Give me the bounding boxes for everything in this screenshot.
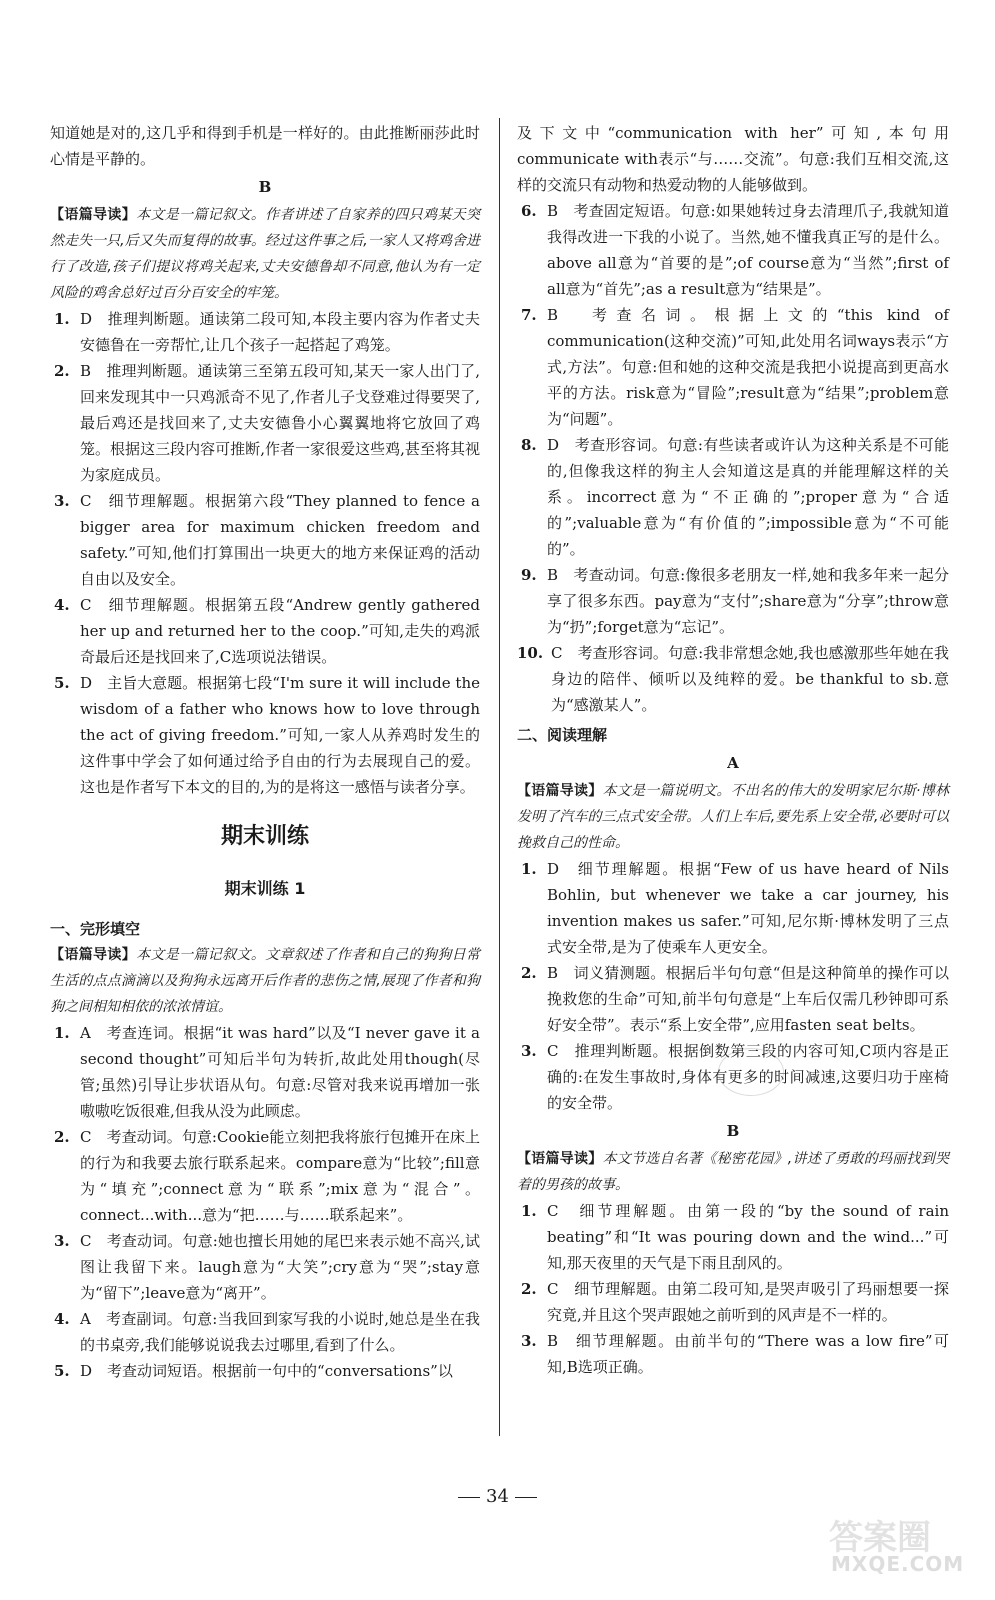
- answer-item: [50, 1228, 480, 1306]
- item-text: B 考查名词。根据上文的“this kind of communication(这种交流)”可知,此处用名词ways表示“方式,方法”。句意:但和她的这种交流是我把小说提高到更高水平的方法。risk意为“冒险”;result意为“结果”;problem意为“问题”。: [547, 306, 949, 428]
- answer-item: [50, 488, 480, 592]
- section-letter-a: A: [727, 754, 739, 772]
- item-text: C 细节理解题。根据第五段“Andrew gently gathered her up and returned her to the coop.”可知,走失的鸡派奇最后还是找回来了,C选项说法错误。: [80, 596, 480, 666]
- chapter-heading: 期末训练: [220, 824, 309, 849]
- item-number: 3.: [54, 1232, 70, 1250]
- continued-paragraph: 及下文中“communication with her”可知,本句用communicate with表示“与……交流”。句意:我们互相交流,这样的交流只有动物和热爱动物的人能够做到。: [517, 124, 949, 194]
- answer-item: [517, 1276, 949, 1328]
- answer-item: [50, 1020, 480, 1124]
- item-text: C 细节理解题。根据第六段“They planned to fence a bigger area for maximum chicken freedom and safety.”可知,他们打算围出一块更大的地方来保证鸡的活动自由以及安全。: [80, 492, 480, 588]
- item-text: D 细节理解题。根据“Few of us have heard of Nils Bohlin, but whenever we take a car journey, his invention makes us safer.”可知,尼尔斯·博林发明了三点式安全带,是为了使乘车人更安全。: [547, 860, 949, 956]
- answer-item: [50, 306, 480, 358]
- answer-item: [517, 302, 949, 432]
- item-text: D 推理判断题。通读第二段可知,本段主要内容为作者丈夫安德鲁在一旁帮忙,让几个孩子一起搭起了鸡笼。: [80, 310, 480, 354]
- column-divider: [499, 118, 500, 1436]
- answer-item: [50, 358, 480, 488]
- item-number: 2.: [521, 964, 537, 982]
- item-number: 7.: [521, 306, 537, 324]
- answer-item: [50, 670, 480, 800]
- item-number: 3.: [54, 492, 70, 510]
- item-number: 3.: [521, 1332, 537, 1350]
- answer-item: [50, 1306, 480, 1358]
- passage-intro: [50, 942, 480, 1020]
- item-number: 1.: [54, 310, 70, 328]
- intro-text: 本文是一篇记叙文。文章叙述了作者和自己的狗狗日常生活的点点滴滴以及狗狗永远离开后作者的悲伤之情,展现了作者和狗狗之间相知相依的浓浓情谊。: [50, 947, 481, 1015]
- item-text: B 考查动词。句意:像很多老朋友一样,她和我多年来一起分享了很多东西。pay意为“支付”;share意为“分享”;throw意为“扔”;forget意为“忘记”。: [547, 566, 949, 636]
- item-text: D 考查动词短语。根据前一句中的“conversations”以: [80, 1362, 453, 1380]
- passage-intro: [517, 778, 949, 856]
- item-number: 4.: [54, 1310, 70, 1328]
- dash-right: [515, 1497, 537, 1498]
- item-number: 2.: [54, 362, 70, 380]
- intro-tag: 【语篇导读】: [50, 207, 137, 223]
- item-number: 2.: [54, 1128, 70, 1146]
- item-text: A 考查连词。根据“it was hard”以及“I never gave it a second thought”可知后半句为转折,故此处用though(尽管;虽然)引导让步状语从句。句意:尽管对我来说再增加一张嗷嗷吃饭很难,但我从没为此顾虑。: [80, 1024, 480, 1120]
- answer-item: [517, 1198, 949, 1276]
- intro-tag: 【语篇导读】: [517, 783, 603, 799]
- item-number: 6.: [521, 202, 537, 220]
- item-number: 5.: [54, 1362, 70, 1380]
- item-text: A 考查副词。句意:当我回到家写我的小说时,她总是坐在我的书桌旁,我们能够说说我去过哪里,看到了什么。: [80, 1310, 480, 1354]
- intro-text: 本文节选自名著《秘密花园》,讲述了勇敢的玛丽找到哭着的男孩的故事。: [517, 1151, 950, 1193]
- item-text: C 考查动词。句意:Cookie能立刻把我将旅行包摊开在床上的行为和我要去旅行联系起来。compare意为“比较”;fill意为“填充”;connect意为“联系”;mix意为“混合”。connect...with...意为“把……与……联系起来”。: [80, 1128, 480, 1224]
- intro-text: 本文是一篇说明文。不出名的伟大的发明家尼尔斯·博林发明了汽车的三点式安全带。人们上车后,要先系上安全带,必要时可以挽救自己的性命。: [517, 783, 950, 851]
- stamp-mark: [718, 1048, 784, 1096]
- answer-item: [50, 1358, 480, 1384]
- item-number: 1.: [521, 1202, 537, 1220]
- right-column: [517, 120, 949, 1380]
- part-heading-reading: 二、阅读理解: [517, 726, 608, 744]
- answer-item: [517, 640, 949, 718]
- section-letter-b: B: [258, 178, 272, 196]
- answer-item: [517, 856, 949, 960]
- item-text: C 细节理解题。由第二段可知,是哭声吸引了玛丽想要一探究竟,并且这个哭声跟她之前听到的风声是不一样的。: [547, 1280, 949, 1324]
- item-text: B 词义猜测题。根据后半句句意“但是这种简单的操作可以挽救您的生命”可知,前半句句意是“上车后仅需几秒钟即可系好安全带”。表示“系上安全带”,应用fasten seat belts。: [547, 964, 949, 1034]
- section-letter-b: B: [726, 1122, 740, 1140]
- intro-tag: 【语篇导读】: [517, 1151, 603, 1167]
- page-number: [0, 1486, 995, 1507]
- item-text: B 细节理解题。由前半句的“There was a low fire”可知,B选项正确。: [547, 1332, 949, 1376]
- item-number: 4.: [54, 596, 70, 614]
- item-text: C 推理判断题。根据倒数第三段的内容可知,C项内容是正确的:在发生事故时,身体有更多的时间减速,这要归功于座椅的安全带。: [547, 1042, 949, 1112]
- item-number: 3.: [521, 1042, 537, 1060]
- answer-item: [517, 1328, 949, 1380]
- answer-item: [517, 198, 949, 302]
- answer-item: [50, 592, 480, 670]
- continued-paragraph: 知道她是对的,这几乎和得到手机是一样好的。由此推断丽莎此时心情是平静的。: [50, 124, 480, 168]
- watermark-en: MXQE.COM: [831, 1552, 965, 1576]
- item-number: 5.: [54, 674, 70, 692]
- item-text: C 细节理解题。由第一段的“by the sound of rain beating”和“It was pouring down and the wind...”可知,那天夜里的天气是下雨且刮风的。: [547, 1202, 949, 1272]
- item-number: 8.: [521, 436, 537, 454]
- item-number: 2.: [521, 1280, 537, 1298]
- watermark-logo: [821, 1510, 981, 1580]
- intro-tag: 【语篇导读】: [50, 947, 137, 963]
- item-text: B 考查固定短语。句意:如果她转过身去清理爪子,我就知道我得改进一下我的小说了。当然,她不懂我真正写的是什么。above all意为“首要的是”;of course意为“当然”;first of all意为“首先”;as a result意为“结果是”。: [547, 202, 949, 298]
- passage-intro: [517, 1146, 949, 1198]
- passage-intro: [50, 202, 480, 306]
- intro-text: 本文是一篇记叙文。作者讲述了自家养的四只鸡某天突然走失一只,后又失而复得的故事。经过这件事之后,一家人又将鸡舍进行了改造,孩子们提议将鸡关起来,丈夫安德鲁却不同意,他认为有一定风险的鸡舍总好过百分百安全的牢笼。: [50, 207, 481, 301]
- item-number: 9.: [521, 566, 537, 584]
- item-number: 1.: [54, 1024, 70, 1042]
- answer-item: [517, 960, 949, 1038]
- item-text: D 考查形容词。句意:有些读者或许认为这种关系是不可能的,但像我这样的狗主人会知道这是真的并能理解这样的关系。incorrect意为“不正确的”;proper意为“合适的”;valuable意为“有价值的”;impossible意为“不可能的”。: [547, 436, 949, 558]
- item-number: 1.: [521, 860, 537, 878]
- item-text: C 考查形容词。句意:我非常想念她,我也感激那些年她在我身边的陪伴、倾听以及纯粹的爱。be thankful to sb.意为“感激某人”。: [551, 644, 949, 714]
- answer-item: [517, 432, 949, 562]
- dash-left: [458, 1497, 480, 1498]
- item-number: 10.: [517, 644, 544, 662]
- item-text: B 推理判断题。通读第三至第五段可知,某天一家人出门了,回来发现其中一只鸡派奇不见了,作者儿子戈登难过得要哭了,最后鸡还是找回来了,丈夫安德鲁小心翼翼地将它放回了鸡笼。根据这三段内容可推断,作者一家很爱这些鸡,甚至将其视为家庭成员。: [80, 362, 480, 484]
- page-number-text: 34: [486, 1486, 509, 1507]
- exercise-heading: 期末训练 1: [224, 879, 306, 898]
- answer-item: [50, 1124, 480, 1228]
- item-text: D 主旨大意题。根据第七段“I'm sure it will include the wisdom of a father who knows how to love through the act of giving freedom.”可知,一家人从养鸡时发生的这件事中学会了如何通过给予自由的行为去展现自己的爱。这也是作者写下本文的目的,为的是将这一感悟与读者分享。: [80, 674, 480, 796]
- item-text: C 考查动词。句意:她也擅长用她的尾巴来表示她不高兴,试图让我留下来。laugh意为“大笑”;cry意为“哭”;stay意为“留下”;leave意为“离开”。: [80, 1232, 480, 1302]
- watermark-cn: 答案圈: [829, 1518, 931, 1558]
- part-heading-cloze: 一、完形填空: [50, 920, 141, 938]
- left-column: [50, 120, 480, 1384]
- answer-item: [517, 562, 949, 640]
